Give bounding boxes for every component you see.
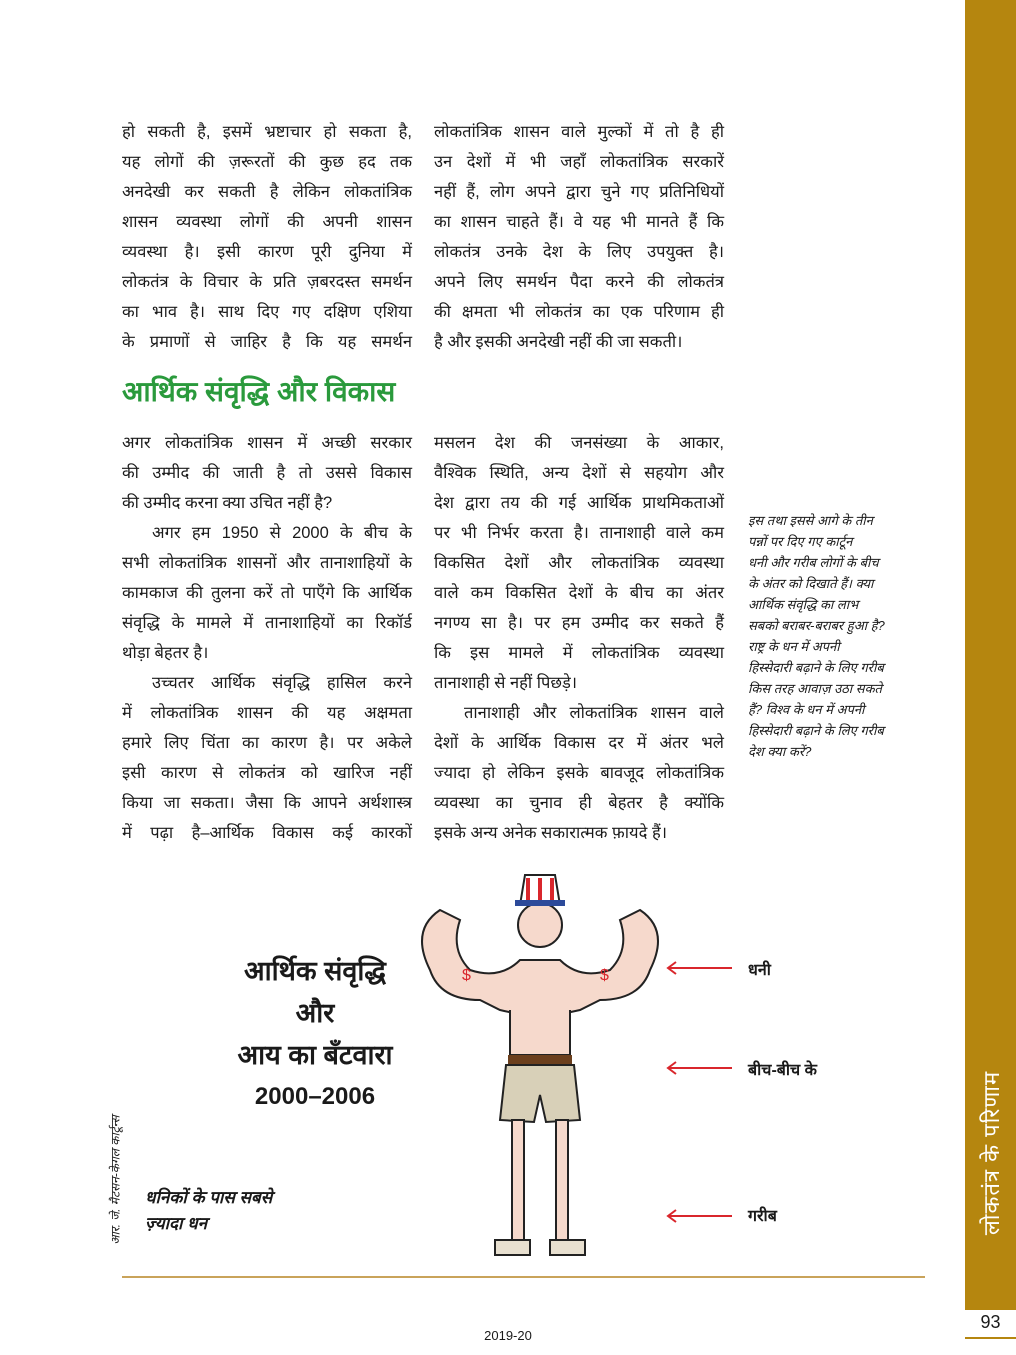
arrows — [660, 950, 740, 1230]
side-note — [748, 510, 938, 762]
svg-text:$: $ — [600, 967, 609, 984]
section-heading: आर्थिक संवृद्धि और विकास — [122, 376, 396, 407]
text-line: की उम्मीद करना क्या उचित नहीं है? — [122, 494, 333, 512]
text-line: अगर हम 1950 से 2000 के बीच के — [152, 524, 412, 542]
text-line: हैं? विश्व के धन में अपनी — [748, 702, 865, 717]
label-middle: बीच-बीच के — [748, 1062, 817, 1079]
section-column-2 — [434, 428, 724, 848]
label-poor: गरीब — [748, 1208, 777, 1225]
divider — [122, 1276, 925, 1278]
section-column-1 — [122, 428, 412, 848]
text-line: उच्चतर आर्थिक संवृद्धि हासिल करने — [152, 674, 412, 692]
text-line: सभी लोकतांत्रिक शासनों और तानाशाहियों के — [122, 554, 412, 572]
text-line: लोकतांत्रिक शासन वाले मुल्कों में तो है ही — [434, 123, 724, 141]
text-line: अनदेखी कर सकती है लेकिन लोकतांत्रिक — [122, 183, 412, 201]
cartoon-years: 2000–2006 — [254, 1083, 376, 1110]
text-line: संवृद्धि के मामले में तानाशाहियों का रिकॉर्ड — [122, 614, 412, 632]
cartoon-title-line: आय का बँटवारा — [237, 1040, 393, 1070]
text-line: वाले कम विकसित देशों के बीच का अंतर — [434, 584, 724, 602]
text-line: इसके अन्य अनेक सकारात्मक फ़ायदे हैं। — [434, 824, 667, 842]
text-line: अपने लिए समर्थन पैदा करने की लोकतंत्र — [434, 273, 724, 291]
edition-year: 2019-20 — [484, 1328, 532, 1343]
cartoon-caption — [145, 1185, 272, 1237]
text-line: ज्यादा हो लेकिन इसके बावजूद लोकतांत्रिक — [434, 764, 724, 782]
text-line: का भाव है। साथ दिए गए दक्षिण एशिया — [122, 303, 412, 321]
credit-text: आर. जे. मैटसन-केगल कार्टून्स — [108, 1115, 123, 1245]
label-rich: धनी — [748, 962, 771, 979]
text-line: विकसित देशों और लोकतांत्रिक व्यवस्था — [434, 554, 724, 572]
text-line: हिस्सेदारी बढ़ाने के लिए गरीब — [748, 723, 884, 738]
text-line: हिस्सेदारी बढ़ाने के लिए गरीब — [748, 660, 884, 675]
text-line: धनी और गरीब लोगों के बीच — [748, 555, 879, 570]
text-line: में पढ़ा है–आर्थिक विकास कई कारकों — [122, 824, 412, 842]
caption-line: धनिकों के पास सबसे — [145, 1188, 273, 1207]
page-number: 93 — [980, 1312, 1001, 1332]
text-line: लोकतंत्र उनके देश के लिए उपयुक्त है। — [434, 243, 724, 261]
chapter-title — [965, 1010, 1016, 1295]
text-line: हो सकती है, इसमें भ्रष्टाचार हो सकता है, — [122, 123, 412, 141]
text-line: थोड़ा बेहतर है। — [122, 644, 209, 662]
text-line: में लोकतांत्रिक शासन की यह अक्षमता — [122, 704, 412, 722]
cartoon-title-line: और — [295, 998, 335, 1028]
text-line: कि इस मामले में लोकतांत्रिक व्यवस्था — [434, 644, 724, 662]
text-line: की क्षमता भी लोकतंत्र का एक परिणाम ही — [434, 303, 724, 321]
text-line: इसी कारण से लोकतंत्र को खारिज नहीं — [122, 764, 412, 782]
caption-line: ज़्यादा धन — [145, 1214, 208, 1233]
svg-text:$: $ — [462, 967, 471, 984]
text-line: लोकतंत्र के विचार के प्रति ज़बरदस्त समर्थन — [122, 273, 412, 291]
text-line: तानाशाही से नहीं पिछड़े। — [434, 674, 578, 692]
cartoon-credit — [100, 1090, 130, 1270]
text-line: पर भी निर्भर करता है। तानाशाही वाले कम — [434, 524, 724, 542]
text-line: है और इसकी अनदेखी नहीं की जा सकती। — [434, 333, 683, 351]
chapter-title-text: लोकतंत्र के परिणाम — [978, 1070, 1004, 1235]
text-line: का शासन चाहते हैं। वे यह भी मानते हैं कि — [434, 213, 724, 231]
text-line: की उम्मीद की जाती है तो उससे विकास — [122, 464, 412, 482]
text-line: पन्नों पर दिए गए कार्टून — [748, 534, 853, 549]
text-line: शासन व्यवस्था लोगों की अपनी शासन — [122, 213, 412, 231]
text-line: वैश्विक स्थिति, अन्य देशों से सहयोग और — [434, 464, 724, 482]
text-line: उन देशों में भी जहाँ लोकतांत्रिक सरकारें — [434, 153, 724, 171]
text-line: मसलन देश की जनसंख्या के आकार, — [434, 434, 724, 452]
text-line: इस तथा इससे आगे के तीन — [748, 513, 873, 528]
text-line: कामकाज की तुलना करें तो पाएँगे कि आर्थिक — [122, 584, 412, 602]
text-line: हमारे लिए चिंता का कारण है। पर अकेले — [122, 734, 412, 752]
top-column-2 — [434, 117, 724, 357]
cartoon-title — [200, 950, 430, 1118]
text-line: आर्थिक संवृद्धि का लाभ — [748, 597, 859, 612]
text-line: सबको बराबर-बराबर हुआ है? — [748, 618, 885, 633]
text-line: नहीं हैं, लोग अपने द्वारा चुने गए प्रतिनिधियों — [434, 183, 724, 201]
cartoon-title-line: आर्थिक संवृद्धि — [244, 956, 386, 986]
text-line: देश क्या करें? — [748, 744, 812, 759]
text-line: व्यवस्था है। इसी कारण पूरी दुनिया में — [122, 243, 412, 261]
cartoon-figure — [400, 870, 680, 1270]
text-line: देशों के आर्थिक विकास दर में अंतर भले — [434, 734, 724, 752]
text-line: राष्ट्र के धन में अपनी — [748, 639, 840, 654]
text-line: के अंतर को दिखाते हैं। क्या — [748, 576, 874, 591]
text-line: तानाशाही और लोकतांत्रिक शासन वाले — [464, 704, 724, 722]
text-line: नगण्य सा है। पर हम उम्मीद कर सकते हैं — [434, 614, 724, 632]
text-line: किया जा सकता। जैसा कि आपने अर्थशास्त्र — [122, 794, 412, 812]
text-line: यह लोगों की ज़रूरतों की कुछ हद तक — [122, 153, 412, 171]
text-line: अगर लोकतांत्रिक शासन में अच्छी सरकार — [122, 434, 412, 452]
text-line: किस तरह आवाज़ उठा सकते — [748, 681, 882, 696]
text-line: के प्रमाणों से जाहिर है कि यह समर्थन — [122, 333, 412, 351]
text-line: देश द्वारा तय की गई आर्थिक प्राथमिकताओं — [434, 494, 724, 512]
text-line: व्यवस्था का चुनाव ही बेहतर है क्योंकि — [434, 794, 724, 812]
top-column-1 — [122, 117, 412, 357]
